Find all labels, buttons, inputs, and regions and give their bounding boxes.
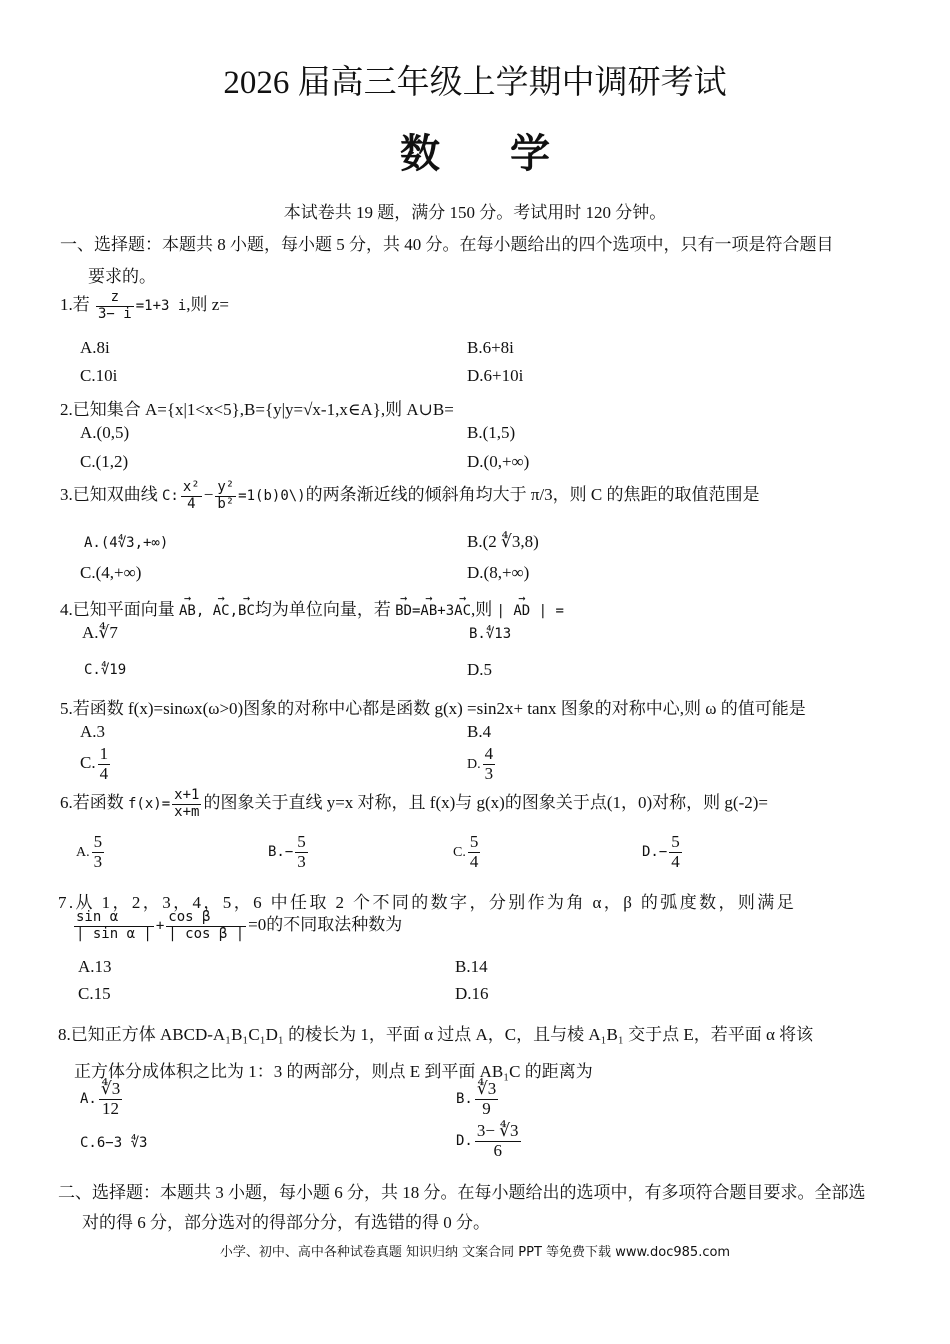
q6-fraction — [172, 788, 201, 820]
q6-d-fraction — [669, 833, 682, 871]
q6-option-a — [76, 833, 106, 871]
q6-c-label: C. — [453, 845, 466, 861]
q6-a-fraction — [92, 833, 105, 871]
vector-ac: → AC — [213, 603, 230, 619]
q3-f1-num: x² — [182, 479, 200, 496]
q5-c-fraction — [98, 745, 111, 783]
section2-heading-line1: 二、选择题：本题共 3 小题，每小题 6 分，共 18 分。在每小题给出的选项中，有多项符合题目要求。全部选 — [58, 1183, 866, 1202]
q2-option-a: A.(0,5) — [80, 423, 130, 442]
q2-option-d: D.(0,+∞) — [467, 452, 530, 471]
subject-heading: 数学 — [400, 131, 620, 177]
exam-intro: 本试卷共 19 题，满分 150 分。考试用时 120 分钟。 — [283, 203, 667, 222]
q1-option-d: D.6+10i — [467, 366, 524, 385]
q6-c-den: 4 — [469, 851, 479, 871]
section1-heading-line2: 要求的。 — [88, 267, 156, 286]
q6-b-num: 5 — [297, 832, 306, 851]
q3-option-a: A.(4∜3,+∞) — [84, 535, 169, 551]
q6-a-den: 3 — [93, 851, 103, 871]
q6-b-fraction — [295, 833, 308, 871]
q1-option-b: B.6+8i — [467, 338, 514, 357]
q8-a-den: 12 — [102, 1098, 120, 1118]
q4-mid: 均为单位向量，若 — [254, 600, 391, 619]
q4-prefix: 4.已知平面向量 — [60, 600, 175, 619]
q8-a-label: A. — [80, 1091, 97, 1108]
q5-option-d — [467, 745, 497, 783]
q5-d-num: 4 — [484, 744, 494, 763]
section2-heading-line2: 对的得 6 分，部分选对的得部分分，有选错的得 0 分。 — [82, 1213, 490, 1232]
q5-d-label: D. — [467, 757, 481, 773]
q6-d-num: 5 — [671, 832, 680, 851]
q4-plus: +3 — [437, 603, 455, 619]
q6-b-label: B.− — [268, 844, 294, 861]
q4-option-c: C.∜19 — [84, 662, 127, 678]
q1-prefix: 1.若 — [60, 295, 90, 314]
q7-f1-num: sin α — [74, 910, 154, 926]
q4-option-d: D.5 — [467, 660, 493, 679]
q1-option-a: A.8i — [80, 338, 110, 357]
q6-option-c — [453, 833, 482, 871]
footer-ad: 小学、初中、高中各种试卷真题 知识归纳 文案合同 PPT 等免费下载 www.doc985.com — [219, 1245, 731, 1260]
q3-condition: =1(b)0\) — [238, 488, 306, 504]
q5-option-c — [80, 745, 112, 783]
q5-option-a: A.3 — [80, 722, 106, 741]
q8-d-label: D. — [456, 1133, 473, 1150]
q1-option-c: C.10i — [80, 366, 118, 385]
question-3-stem — [60, 480, 760, 512]
q2-option-c: C.(1,2) — [80, 452, 129, 471]
vector-bd: → BD — [395, 603, 412, 619]
question-8-line2: 正方体分成体积之比为 1：3 的两部分，则点 E 到平面 AB₁C 的距离为 — [74, 1062, 593, 1081]
q4-option-a: A.∜7 — [82, 623, 118, 642]
q7-f2-num: cos β — [166, 910, 246, 926]
q4-abs-close: | = — [538, 603, 564, 619]
q5-c-label: C. — [80, 753, 96, 773]
q7-option-d: D.16 — [455, 984, 489, 1003]
q3-f2-num: y² — [217, 479, 235, 496]
question-5-stem: 5.若函数 f(x)=sinωx(ω>0)图象的对称中心都是函数 g(x) =sin2x+ tanx 图象的对称中心,则 ω 的值可能是 — [60, 699, 806, 718]
q5-d-den: 3 — [484, 763, 494, 783]
q8-d-num: 3− ∜3 — [476, 1121, 519, 1140]
q3-minus: − — [203, 485, 214, 504]
question-1-stem — [60, 290, 229, 322]
q6-frac-num: x+1 — [174, 787, 200, 804]
vector-bc: → BC — [238, 603, 255, 619]
vector-ab-2: → AB — [420, 603, 437, 619]
q5-option-b: B.4 — [467, 722, 492, 741]
section1-heading-line1: 一、选择题：本题共 8 小题，每小题 5 分，共 40 分。在每小题给出的四个选项中，只有一项是符合题目 — [60, 235, 834, 254]
q7-option-a: A.13 — [78, 957, 112, 976]
q3-suffix: 的两条渐近线的倾斜角均大于 π/3，则 C 的焦距的取值范围是 — [305, 485, 760, 504]
q7-suffix: =0的不同取法种数为 — [248, 915, 403, 934]
q6-frac-den: x+m — [174, 803, 200, 820]
vector-ad: → AD — [513, 603, 530, 619]
exam-title: 2026 届高三年级上学期中调研考试 — [223, 65, 727, 101]
q8-b-fraction — [475, 1080, 498, 1118]
q5-c-den: 4 — [99, 763, 109, 783]
question-8-line1: 8.已知正方体 ABCD-A₁B₁C₁D₁ 的棱长为 1，平面 α 过点 A，C，且与棱 A₁B₁ 交于点 E，若平面 α 将该 — [58, 1025, 814, 1044]
q7-option-c: C.15 — [78, 984, 111, 1003]
q6-c-num: 5 — [469, 832, 479, 851]
q8-a-num: ∜3 — [100, 1079, 121, 1098]
q6-prefix: 6.若函数 — [60, 793, 124, 812]
question-6-stem — [60, 788, 768, 820]
q6-option-d — [642, 833, 684, 871]
vector-ac-2: → AC — [454, 603, 471, 619]
q3-fraction-2 — [215, 480, 236, 512]
q7-fraction-1 — [74, 910, 154, 942]
q6-d-label: D.− — [642, 844, 668, 861]
q8-option-b — [456, 1080, 500, 1118]
q6-option-b — [268, 833, 310, 871]
q8-option-c: C.6−3 ∜3 — [80, 1135, 148, 1151]
q7-option-b: B.14 — [455, 957, 488, 976]
q7-f2-den: | cos β | — [168, 925, 245, 942]
q6-a-num: 5 — [93, 832, 103, 851]
q8-d-fraction — [475, 1122, 521, 1160]
q5-c-num: 1 — [99, 744, 109, 763]
question-2-stem: 2.已知集合 A={x|1<x<5},B={y|y=√x-1,x∈A},则 A∪B= — [60, 400, 454, 419]
q3-option-d: D.(8,+∞) — [467, 563, 530, 582]
q4-abs-open: | — [496, 603, 505, 619]
q8-b-num: ∜3 — [476, 1079, 497, 1098]
q3-f2-den: b² — [217, 495, 235, 512]
q1-eq: =1+3 i — [135, 298, 187, 314]
q4-then: ,则 — [471, 600, 493, 619]
q8-b-den: 9 — [482, 1098, 491, 1118]
vector-ab: → AB — [179, 603, 196, 619]
q3-c-label: C: — [162, 488, 179, 504]
q1-frac-num: z — [96, 290, 134, 306]
q3-option-c: C.(4,+∞) — [80, 563, 142, 582]
q3-option-b: B.(2 ∜3,8) — [467, 532, 539, 551]
q8-option-a — [80, 1080, 124, 1118]
q6-d-den: 4 — [671, 851, 680, 871]
q6-c-fraction — [468, 833, 481, 871]
q1-fraction — [96, 290, 134, 322]
q3-f1-den: 4 — [187, 495, 196, 512]
q8-d-den: 6 — [493, 1140, 502, 1160]
q6-a-label: A. — [76, 845, 90, 861]
q6-b-den: 3 — [297, 851, 306, 871]
q8-b-label: B. — [456, 1091, 473, 1108]
q8-a-fraction — [99, 1080, 122, 1118]
question-4-stem: 4.已知平面向量 → AB, → AC,→ BC均为单位向量，若 → BD=→ AB+3→ AC,则 | → AD | = — [60, 595, 564, 620]
q3-prefix: 3.已知双曲线 — [60, 485, 158, 504]
q1-frac-den: 3− i — [98, 305, 132, 322]
question-7-line1: 7.从 1，2，3，4，5，6 中任取 2 个不同的数字，分别作为角 α，β 的弧度数，则满足 — [58, 893, 797, 912]
q5-d-fraction — [483, 745, 496, 783]
q7-f1-den: | sin α | — [76, 925, 152, 942]
q8-option-d — [456, 1122, 523, 1160]
q7-plus: + — [155, 918, 165, 934]
q2-option-b: B.(1,5) — [467, 423, 516, 442]
question-7-line2 — [72, 910, 402, 942]
q4-option-b: B.∜13 — [469, 626, 512, 642]
q3-fraction-1 — [181, 480, 202, 512]
q6-suffix: 的图象关于直线 y=x 对称，且 f(x)与 g(x)的图象关于点(1，0)对称，则 g(-2)= — [203, 793, 768, 812]
q1-suffix: ,则 z= — [186, 295, 229, 314]
q6-fx: f(x)= — [128, 796, 171, 812]
q7-fraction-2 — [166, 910, 246, 942]
